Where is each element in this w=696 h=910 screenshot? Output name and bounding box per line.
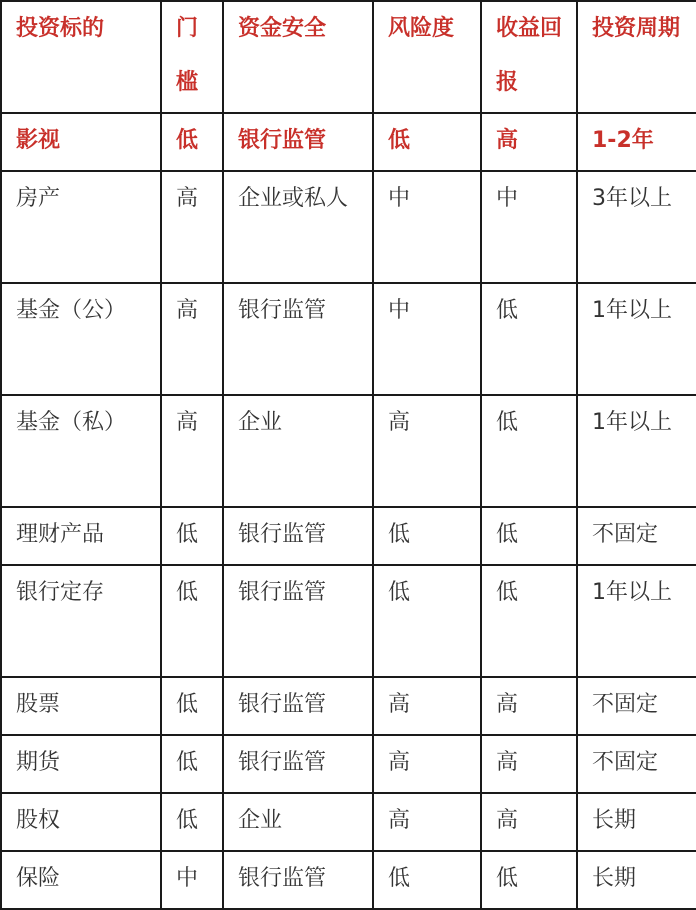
table-cell: 高	[161, 171, 223, 283]
table-cell: 低	[481, 395, 577, 507]
table-row	[1, 851, 696, 909]
table-cell: 高	[481, 793, 577, 851]
header-cell-fund-safety: 资金安全	[223, 1, 373, 113]
table-row	[1, 395, 696, 507]
table-row-highlight	[1, 113, 696, 171]
table-cell: 高	[481, 735, 577, 793]
table-cell: 不固定	[577, 677, 696, 735]
table-cell: 房产	[1, 171, 161, 283]
table-cell: 高	[161, 395, 223, 507]
table-cell: 中	[161, 851, 223, 909]
table-row	[1, 507, 696, 565]
table-cell: 银行监管	[223, 735, 373, 793]
table-cell: 基金（私）	[1, 395, 161, 507]
table-cell: 1年以上	[577, 565, 696, 677]
table-cell: 银行监管	[223, 113, 373, 171]
table-cell: 长期	[577, 851, 696, 909]
table-cell: 低	[161, 113, 223, 171]
table-row	[1, 793, 696, 851]
table-cell: 理财产品	[1, 507, 161, 565]
table-cell: 低	[481, 565, 577, 677]
table-row	[1, 565, 696, 677]
table-cell: 企业	[223, 793, 373, 851]
table-cell: 企业	[223, 395, 373, 507]
table-cell: 1年以上	[577, 395, 696, 507]
table-cell: 1年以上	[577, 283, 696, 395]
table-cell: 银行监管	[223, 283, 373, 395]
table-cell: 低	[373, 851, 481, 909]
table-cell: 1-2年	[577, 113, 696, 171]
table-cell: 中	[373, 283, 481, 395]
table-cell: 保险	[1, 851, 161, 909]
table-cell: 影视	[1, 113, 161, 171]
table-cell: 高	[161, 283, 223, 395]
table-cell: 企业或私人	[223, 171, 373, 283]
table-cell: 低	[373, 507, 481, 565]
table-cell: 高	[481, 677, 577, 735]
table-cell: 低	[161, 677, 223, 735]
table-cell: 低	[161, 735, 223, 793]
table-cell: 高	[373, 793, 481, 851]
table-cell: 不固定	[577, 507, 696, 565]
header-cell-target: 投资标的	[1, 1, 161, 113]
table-cell: 长期	[577, 793, 696, 851]
table-cell: 银行定存	[1, 565, 161, 677]
table-cell: 股票	[1, 677, 161, 735]
table-cell: 基金（公）	[1, 283, 161, 395]
table-cell: 中	[373, 171, 481, 283]
table-cell: 银行监管	[223, 565, 373, 677]
table-cell: 低	[161, 565, 223, 677]
table-cell: 银行监管	[223, 507, 373, 565]
header-cell-return: 收益回报	[481, 1, 577, 113]
table-cell: 低	[481, 507, 577, 565]
table-cell: 高	[373, 735, 481, 793]
table-cell: 高	[373, 677, 481, 735]
table-cell: 高	[373, 395, 481, 507]
table-cell: 低	[481, 851, 577, 909]
table-cell: 高	[481, 113, 577, 171]
table-cell: 3年以上	[577, 171, 696, 283]
table-row	[1, 283, 696, 395]
table-cell: 中	[481, 171, 577, 283]
table-cell: 银行监管	[223, 851, 373, 909]
table-row	[1, 171, 696, 283]
table-cell: 股权	[1, 793, 161, 851]
table-header-row	[1, 1, 696, 113]
table-cell: 低	[161, 507, 223, 565]
header-cell-risk: 风险度	[373, 1, 481, 113]
table-cell: 低	[373, 565, 481, 677]
header-cell-period: 投资周期	[577, 1, 696, 113]
header-cell-threshold: 门槛	[161, 1, 223, 113]
table-cell: 低	[161, 793, 223, 851]
table-row	[1, 735, 696, 793]
table-row	[1, 677, 696, 735]
table-cell: 银行监管	[223, 677, 373, 735]
table-cell: 不固定	[577, 735, 696, 793]
table-cell: 低	[373, 113, 481, 171]
table-cell: 低	[481, 283, 577, 395]
table-cell: 期货	[1, 735, 161, 793]
